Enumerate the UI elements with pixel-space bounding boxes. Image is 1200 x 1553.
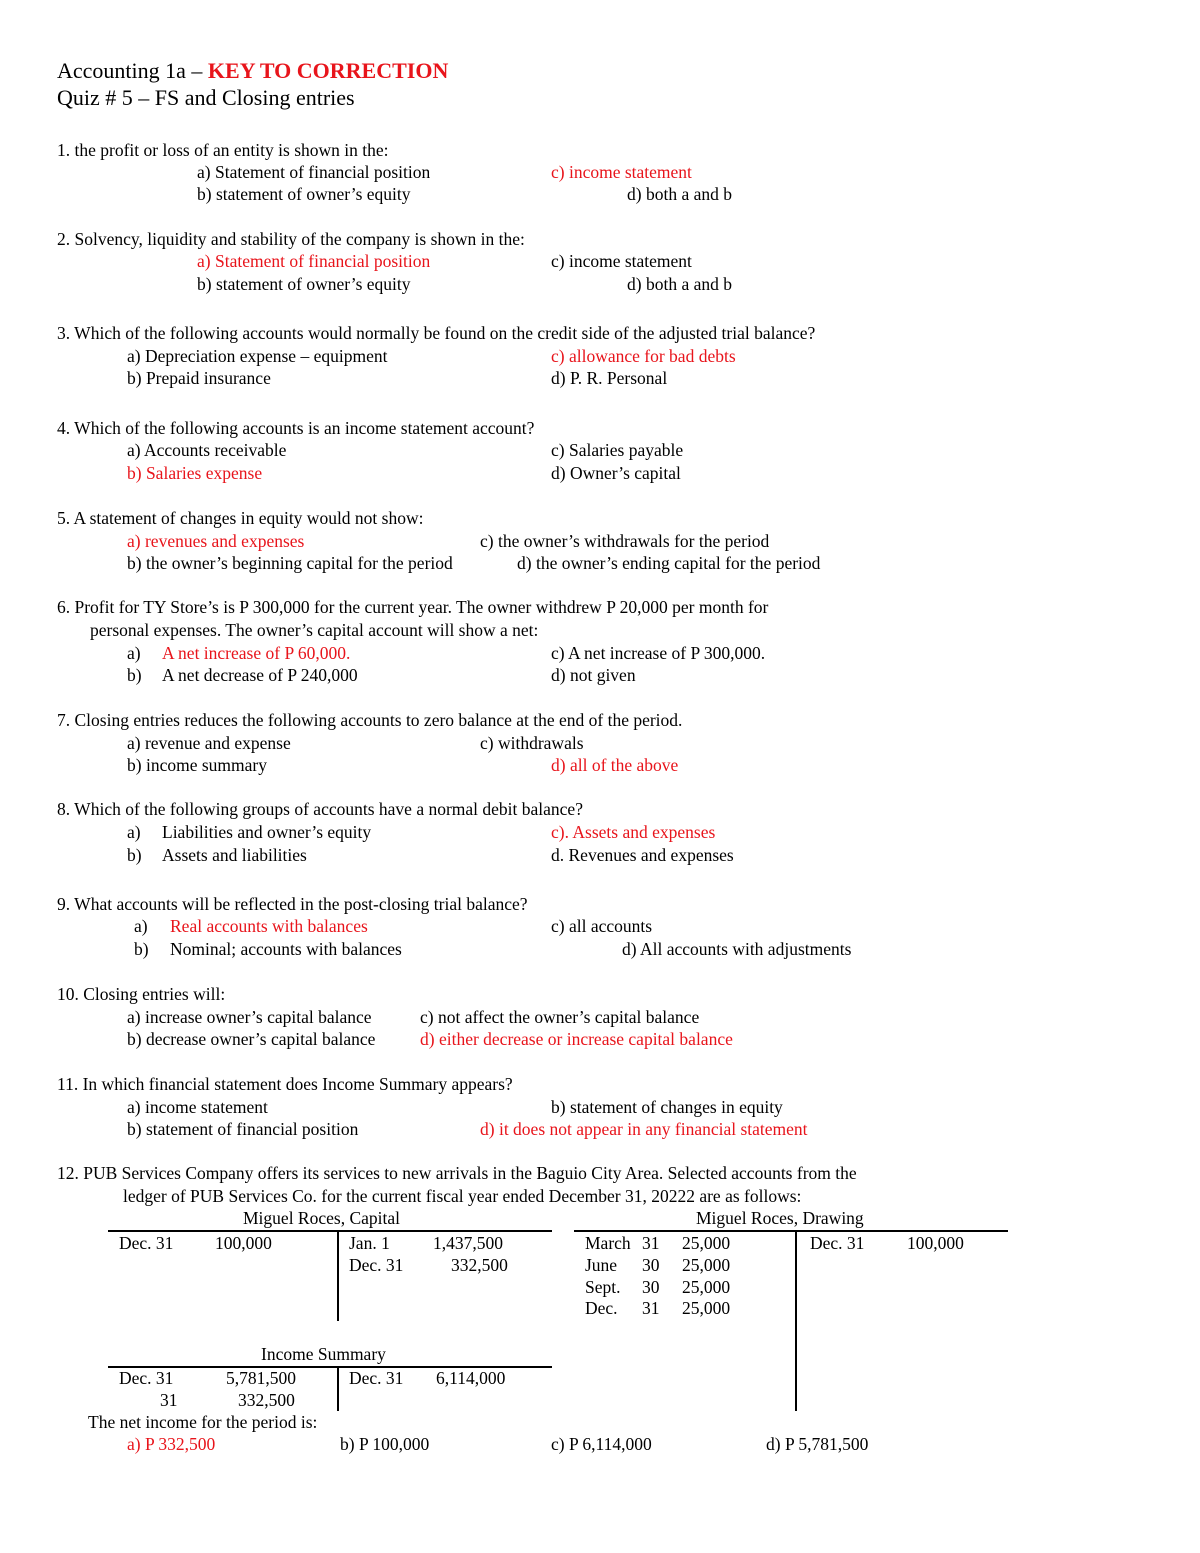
q7-option-d-answer: d) all of the above [551,755,679,775]
q9-option-b: Nominal; accounts with balances [170,939,402,959]
capital-credit-date-2: Dec. 31 [349,1255,404,1275]
q12-option-b: b) P 100,000 [340,1434,430,1454]
q8-option-b-letter: b) [127,845,142,865]
q12-option-a-answer: a) P 332,500 [127,1434,216,1454]
q5-option-d: d) the owner’s ending capital for the period [517,553,821,573]
q10-option-d-answer: d) either decrease or increase capital balance [420,1029,733,1049]
q4-option-a: a) Accounts receivable [127,440,287,460]
q11-option-d-answer: d) it does not appear in any financial statement [480,1119,808,1139]
question-6-stem-line2: personal expenses. The owner’s capital account will show a net: [90,620,539,640]
q5-option-c: c) the owner’s withdrawals for the period [480,531,770,551]
q4-option-c: c) Salaries payable [551,440,684,460]
q1-option-b: b) statement of owner’s equity [197,184,411,204]
q1-option-c-answer: c) income statement [551,162,692,182]
question-8-stem: 8. Which of the following groups of accounts have a normal debit balance? [57,799,583,819]
course-title: Accounting 1a – [57,58,208,83]
q9-option-a-answer: Real accounts with balances [170,916,368,936]
q5-option-a-answer: a) revenues and expenses [127,531,305,551]
q6-option-b: A net decrease of P 240,000 [162,665,358,685]
question-12-stem: 12. PUB Services Company offers its services to new arrivals in the Baguio City Area. Selected accounts from the [57,1163,857,1183]
q9-option-b-letter: b) [134,939,149,959]
drawing-debit-amount-4: 25,000 [682,1298,731,1318]
document-title [57,58,448,84]
drawing-debit-amount-1: 25,000 [682,1233,731,1253]
ledger-drawing-title: Miguel Roces, Drawing [696,1208,864,1228]
q2-option-b: b) statement of owner’s equity [197,274,411,294]
drawing-debit-day-2: 30 [642,1255,660,1275]
question-2-stem: 2. Solvency, liquidity and stability of the company is shown in the: [57,229,525,249]
question-1-stem: 1. the profit or loss of an entity is shown in the: [57,140,389,160]
q6-option-b-letter: b) [127,665,142,685]
q1-option-a: a) Statement of financial position [197,162,431,182]
q11-option-b-right: b) statement of changes in equity [551,1097,783,1117]
income-summary-debit-amount-2: 332,500 [238,1390,295,1410]
question-6-stem: 6. Profit for TY Store’s is P 300,000 for the current year. The owner withdrew P 20,000 per month for [57,597,769,617]
ledger-income-summary-title: Income Summary [261,1344,386,1364]
drawing-debit-amount-2: 25,000 [682,1255,731,1275]
ledger-drawing-top-line [574,1230,1008,1232]
q3-option-c-answer: c) allowance for bad debts [551,346,736,366]
question-4-stem: 4. Which of the following accounts is an income statement account? [57,418,535,438]
capital-credit-amount-2: 332,500 [451,1255,508,1275]
drawing-credit-date: Dec. 31 [810,1233,865,1253]
q6-option-a-letter: a) [127,643,141,663]
capital-credit-amount-1: 1,437,500 [433,1233,503,1253]
ledger-capital-top-line [108,1230,552,1232]
q9-option-d: d) All accounts with adjustments [622,939,852,959]
question-5-stem: 5. A statement of changes in equity would not show: [57,508,424,528]
q2-option-c: c) income statement [551,251,692,271]
q5-option-b: b) the owner’s beginning capital for the period [127,553,453,573]
question-12-prompt: The net income for the period is: [88,1412,318,1432]
q3-option-d: d) P. R. Personal [551,368,668,388]
drawing-debit-day-3: 30 [642,1277,660,1297]
q10-option-b: b) decrease owner’s capital balance [127,1029,376,1049]
ledger-drawing-divider [795,1231,797,1411]
capital-debit-date: Dec. 31 [119,1233,174,1253]
q8-option-d: d. Revenues and expenses [551,845,734,865]
drawing-debit-month-3: Sept. [585,1277,621,1297]
q4-option-b-answer: b) Salaries expense [127,463,263,483]
drawing-debit-amount-3: 25,000 [682,1277,731,1297]
q9-option-c: c) all accounts [551,916,653,936]
answer-key-label: KEY TO CORRECTION [207,58,449,83]
ledger-income-summary-divider [337,1367,339,1411]
q10-option-a: a) increase owner’s capital balance [127,1007,372,1027]
q11-option-b: b) statement of financial position [127,1119,359,1139]
q12-option-d: d) P 5,781,500 [766,1434,869,1454]
question-11-stem: 11. In which financial statement does Income Summary appears? [57,1074,513,1094]
q6-option-a-answer: A net increase of P 60,000. [162,643,351,663]
q2-option-d: d) both a and b [627,274,732,294]
q12-option-c: c) P 6,114,000 [551,1434,652,1454]
q1-option-d: d) both a and b [627,184,732,204]
q6-option-c: c) A net increase of P 300,000. [551,643,766,663]
capital-credit-date-1: Jan. 1 [349,1233,390,1253]
q8-option-a: Liabilities and owner’s equity [162,822,372,842]
q7-option-b: b) income summary [127,755,267,775]
question-7-stem: 7. Closing entries reduces the following accounts to zero balance at the end of the period. [57,710,683,730]
q8-option-a-letter: a) [127,822,141,842]
drawing-credit-amount: 100,000 [907,1233,964,1253]
drawing-debit-month-2: June [585,1255,618,1275]
q11-option-a: a) income statement [127,1097,268,1117]
income-summary-credit-date: Dec. 31 [349,1368,404,1388]
q8-option-b: Assets and liabilities [162,845,307,865]
q3-option-a: a) Depreciation expense – equipment [127,346,388,366]
q7-option-c: c) withdrawals [480,733,584,753]
capital-debit-amount: 100,000 [215,1233,272,1253]
q9-option-a-letter: a) [134,916,148,936]
q10-option-c: c) not affect the owner’s capital balance [420,1007,700,1027]
income-summary-debit-date-1: Dec. 31 [119,1368,174,1388]
q3-option-b: b) Prepaid insurance [127,368,271,388]
income-summary-debit-amount-1: 5,781,500 [226,1368,296,1388]
q7-option-a: a) revenue and expense [127,733,291,753]
question-12-stem-line2: ledger of PUB Services Co. for the current fiscal year ended December 31, 20222 are as follows: [123,1186,802,1206]
income-summary-credit-amount: 6,114,000 [436,1368,506,1388]
drawing-debit-month-4: Dec. [585,1298,618,1318]
income-summary-debit-date-2: 31 [160,1390,178,1410]
q6-option-d: d) not given [551,665,636,685]
drawing-debit-month-1: March [585,1233,631,1253]
drawing-debit-day-4: 31 [642,1298,660,1318]
quiz-title: Quiz # 5 – FS and Closing entries [57,85,355,110]
question-9-stem: 9. What accounts will be reflected in the post-closing trial balance? [57,894,528,914]
drawing-debit-day-1: 31 [642,1233,660,1253]
question-10-stem: 10. Closing entries will: [57,984,226,1004]
ledger-capital-title: Miguel Roces, Capital [243,1208,400,1228]
question-3-stem: 3. Which of the following accounts would normally be found on the credit side of the adjusted trial balance? [57,323,816,343]
q8-option-c-answer: c). Assets and expenses [551,822,716,842]
q2-option-a-answer: a) Statement of financial position [197,251,431,271]
ledger-capital-divider [337,1231,339,1321]
q4-option-d: d) Owner’s capital [551,463,681,483]
